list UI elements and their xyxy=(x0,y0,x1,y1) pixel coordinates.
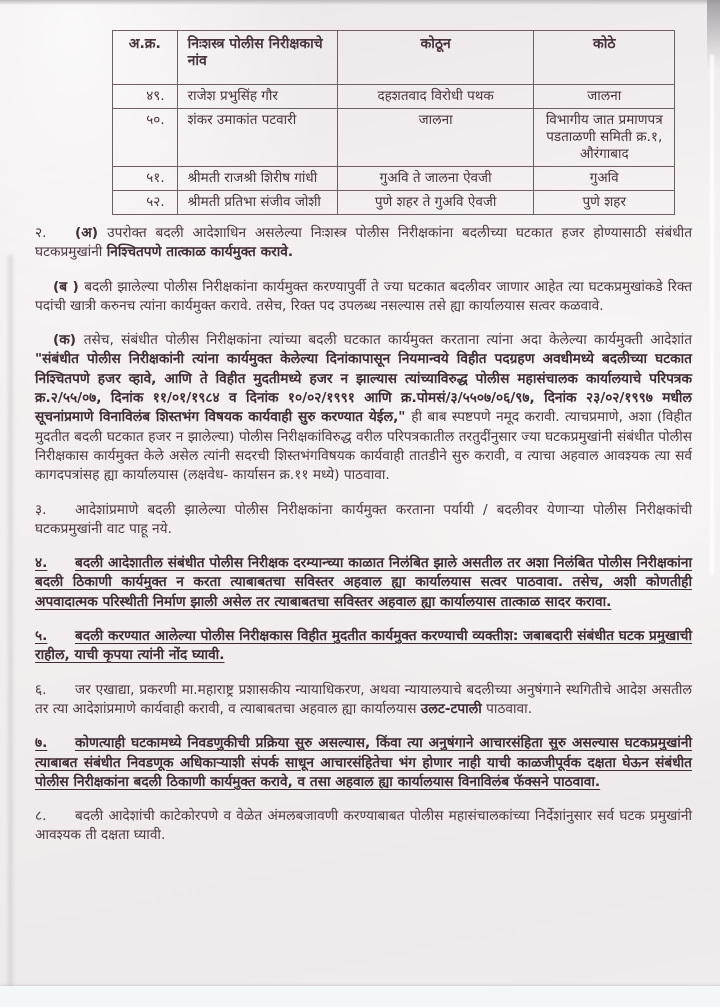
table-cell: विभागीय जात प्रमाणपत्र पडताळणी समिती क्र.१, औरंगाबाद xyxy=(534,109,675,167)
paragraph-number: २. xyxy=(35,225,47,241)
table-cell: गुअवि xyxy=(534,167,675,191)
table-cell: पुणे शहर ते गुअवि ऐवजी xyxy=(337,191,534,215)
paragraph-text: बदली आदेशातील संबंधीत पोलीस निरीक्षक दरम्यान्च्या काळात निलंबित झाले असतील तर अशा निलंबित पोलीस निरीक्षकांना बदली ठिकाणी कार्यमुक्त न करता त्याबाबतचा सविस्तर अहवाल ह्या कार्यालयास सत्वर पाठवावा. तसेच, अशी कोणतीही अपवादात्मक परिस्थीती निर्माण झाली असेल तर त्याबाबतचा सविस्तर अहवाल ह्या कार्यालयास तात्काळ सादर करावा. xyxy=(35,555,692,610)
table-header-cell: अ.क्र. xyxy=(113,31,178,85)
paragraph-text: तसेच, संबंधीत पोलीस निरीक्षकांना त्यांच्या बदली घटकात कार्यमुक्त करताना त्यांना अदा केलेल्या कार्यमुक्ती आदेशांत xyxy=(83,332,692,349)
scan-top-edge-shadow xyxy=(0,0,720,5)
paragraph-number: ६. xyxy=(35,681,47,698)
paragraph-text: उलट-टपाली xyxy=(420,700,482,717)
paragraph-text: कोणत्याही घटकामध्ये निवडणुकीची प्रक्रिया सुरु असल्यास, किंवा त्या अनुषंगाने आचारसंहिता सुरु असल्यास घटकप्रमुखांनी त्याबाबत संबंधीत निवडणूक अधिकाऱ्याशी संपर्क साधून आचारसंहितेचा भंग होणार नाही याची काळजीपूर्वक दक्षता घेऊन संबंधीत पोलीस निरीक्षकांना बदली ठिकाणी कार्यमुक्त करावे, व तसा अहवाल ह्या कार्यालयास विनाविलंब फॅक्सने पाठवावा. xyxy=(35,735,692,790)
table-cell: ५०. xyxy=(113,109,178,167)
paragraph-text: (अ) xyxy=(75,225,108,241)
paragraph-text: बदली झालेल्या पोलीस निरीक्षकांना कार्यमुक्त करण्यापुर्वी ते ज्या घटकात बदलीवर जाणार आहेत त्या घटकप्रमुखांकडे रिक्त पदांची खात्री करुनच त्यांना कार्यमुक्त करावे. तसेच, रिक्त पद उपलब्ध नसल्यास तसे ह्या कार्यालयास सत्वर कळवावे. xyxy=(35,278,693,314)
paragraph-text: बदली आदेशांची काटेकोरपणे व वेळेत अंमलबजावणी करण्याबाबत पोलीस महासंचालकांच्या निर्देशांनुसार सर्व घटक प्रमुखांनी आवश्यक ती दक्षता घ्यावी. xyxy=(35,808,692,844)
paragraph-number: ४. xyxy=(35,555,48,572)
paragraph-4 xyxy=(35,501,692,540)
paragraph-9 xyxy=(35,807,692,846)
paragraph-7 xyxy=(35,681,692,720)
paragraph-text: ही बाब स्पष्टपणे नमूद करावी. त्याचप्रमाणे, अशा (विहीत मुदतीत बदली घटकात हजर न झालेल्या) पोलीस निरीक्षकांविरुद्ध वरील परिपत्रकातील तरतुदींनुसार ज्या घटकप्रमुखांनी संबंधीत पोलीस निरीक्षकास कार्यमुक्त केले असेल त्यांनी सदरची शिस्तभंगविषयक कार्यवाही तातडीने सुरु करावी, व त्याचा अहवाल आवश्यक त्या सर्व कागदपत्रांसह ह्या कार्यालयास (लक्षवेध- कार्यासन क्र.११ मध्ये) पाठवावा. xyxy=(35,409,692,484)
table-cell: जालना xyxy=(337,109,534,167)
transfer-table-body xyxy=(113,85,675,215)
paragraph-text: उपरोक्त बदली आदेशाधिन असलेल्या निःशस्त्र पोलीस निरीक्षकांना बदलीच्या घटकात हजर होण्यासाठी संबंधीत घटकप्रमुखांनी xyxy=(35,225,692,261)
paragraph-text: पाठवावा. xyxy=(481,700,533,717)
transfer-table-header xyxy=(113,31,675,85)
scan-left-crease xyxy=(7,255,14,995)
order-paragraphs xyxy=(35,224,692,861)
table-cell: दहशतवाद विरोधी पथक xyxy=(337,85,534,109)
table-row xyxy=(113,109,675,167)
transfer-table xyxy=(112,30,675,215)
table-row xyxy=(113,191,675,215)
table-cell: श्रीमती राजश्री शिरीष गांधी xyxy=(177,167,337,191)
paragraph-8 xyxy=(35,734,692,792)
paragraph-text: (ब ) xyxy=(53,278,85,295)
paragraph-2 xyxy=(35,278,692,317)
table-cell: शंकर उमाकांत पटवारी xyxy=(177,109,337,167)
table-cell: राजेश प्रभुसिंह गौर xyxy=(177,85,337,109)
table-header-cell: कोठे xyxy=(534,31,675,85)
table-cell: ५१. xyxy=(113,167,178,191)
paragraph-3 xyxy=(35,331,692,485)
paragraph-number: ३. xyxy=(35,501,47,518)
table-header-cell: कोठून xyxy=(337,31,534,85)
table-cell: ४९. xyxy=(113,85,178,109)
paragraph-1 xyxy=(35,224,692,263)
table-row xyxy=(113,85,675,109)
table-cell: गुअवि ते जालना ऐवजी xyxy=(337,167,534,191)
scan-bottom-edge xyxy=(0,986,720,1007)
paragraph-number: ७. xyxy=(35,735,48,752)
paragraph-number: ८. xyxy=(35,808,47,825)
scan-page-edge-highlight xyxy=(710,55,714,575)
table-row xyxy=(113,167,675,191)
paragraph-text: बदली करण्यात आलेल्या पोलीस निरीक्षकास विहीत मुदतीत कार्यमुक्त करण्याची व्यक्तीश: जबाबदारी संबंधीत घटक प्रमुखाची राहील, याची कृपया त्यांनी नोंद घ्यावी. xyxy=(35,628,693,664)
paragraph-text: जर एखाद्या, प्रकरणी मा.महाराष्ट्र प्रशासकीय न्यायाधिकरण, अथवा न्यायालयाचे बदलीच्या अनुषंगाने स्थगितीचे आदेश असतील तर त्या आदेशांप्रमाणे कार्यवाही करावी, व त्याबाबतचा अहवाल ह्या कार्यालयास xyxy=(35,681,692,717)
paragraph-number: ५. xyxy=(35,628,48,645)
table-cell: पुणे शहर xyxy=(534,191,675,215)
paragraph-5 xyxy=(35,554,692,612)
paragraph-text: (क) xyxy=(53,332,84,349)
table-cell: जालना xyxy=(534,85,675,109)
table-cell: श्रीमती प्रतिभा संजीव जोशी xyxy=(177,191,337,215)
paragraph-text: "संबंधीत पोलीस निरीक्षकांनी त्यांना कार्यमुक्त केलेल्या दिनांकापासून नियमान्वये विहीत पदग्रहण अवधीमध्ये बदलीच्या घटकात निश्चितपणे हजर व्हावे, आणि ते विहीत मुदतीमध्ये हजर न झाल्यास त्यांच्याविरुद्ध पोलीस महासंचालक कार्यालयाचे परिपत्रक क्र.२/५५/०७, दिनांक ११/०१/१९८४ व दिनांक १०/०२/१९९१ आणि क्र.पोमसं/३/५५०७/०६/९७, दिनांक २३/०२/१९९७ मधील सूचनांप्रमाणे विनाविलंब शिस्तभंग विषयक कार्यवाही सुरु करण्यात येईल," xyxy=(35,351,692,426)
paragraph-text: निश्चितपणे तात्काळ कार्यमुक्त करावे. xyxy=(106,244,294,261)
table-header-cell: निःशस्त्र पोलीस निरीक्षकाचे नांव xyxy=(177,31,337,85)
table-cell: ५२. xyxy=(113,191,178,215)
paragraph-text: आदेशांप्रमाणे बदली झालेल्या पोलीस निरीक्षकांना कार्यमुक्त करताना पर्यायी / बदलीवर येणाऱ्या पोलीस निरीक्षकांची घटकप्रमुखांनी वाट पाहू नये. xyxy=(35,501,692,537)
paragraph-6 xyxy=(35,627,692,666)
